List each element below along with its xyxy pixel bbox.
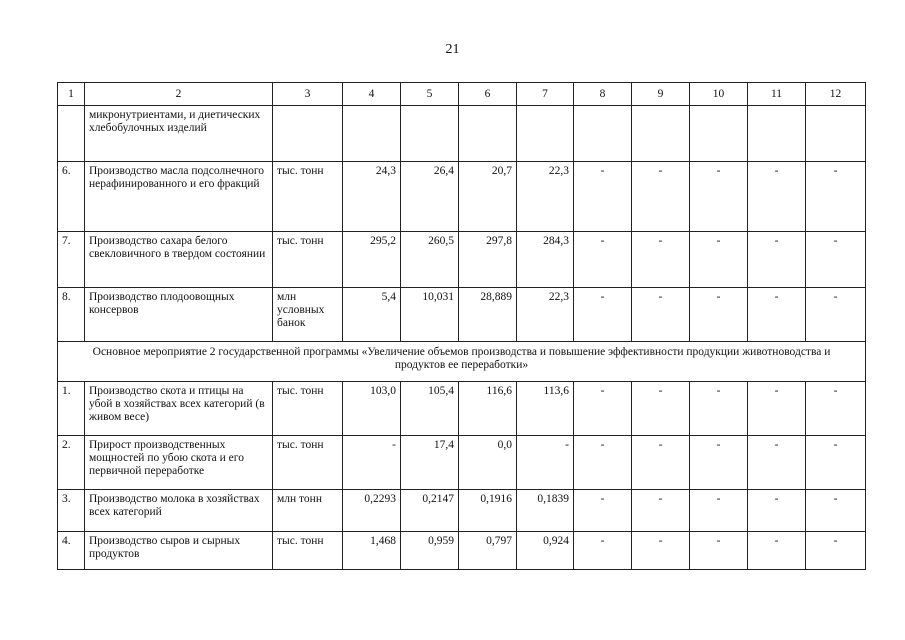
page-number: 21	[445, 42, 460, 57]
value-cell: 0,0	[459, 436, 517, 490]
dash-cell: -	[806, 288, 866, 342]
value-cell: 0,924	[517, 532, 574, 570]
dash-cell: -	[690, 288, 748, 342]
value-cell: 24,3	[343, 162, 401, 232]
value-cell: 28,889	[459, 288, 517, 342]
dash-cell: -	[632, 532, 690, 570]
dash-cell: -	[748, 436, 806, 490]
dash-cell: -	[632, 162, 690, 232]
indicator-name: Производство плодоовощных консервов	[85, 288, 273, 342]
dash-cell: -	[806, 490, 866, 532]
dash-cell: -	[690, 490, 748, 532]
column-header: 4	[343, 83, 401, 106]
table-row	[58, 162, 866, 232]
dash-cell: -	[806, 436, 866, 490]
value-cell	[459, 106, 517, 162]
dash-cell: -	[748, 382, 806, 436]
indicator-name: Производство сахара белого свекловичного в твердом состоянии	[85, 232, 273, 288]
dash-cell: -	[574, 288, 632, 342]
table-row	[58, 436, 866, 490]
value-cell	[517, 106, 574, 162]
value-cell: 1,468	[343, 532, 401, 570]
value-cell: 20,7	[459, 162, 517, 232]
value-cell: 0,959	[401, 532, 459, 570]
value-cell: 295,2	[343, 232, 401, 288]
column-header: 1	[58, 83, 85, 106]
value-cell: -	[343, 436, 401, 490]
column-header: 7	[517, 83, 574, 106]
value-cell: 0,2147	[401, 490, 459, 532]
row-number: 1.	[58, 382, 85, 436]
value-cell: 0,1916	[459, 490, 517, 532]
dash-cell: -	[748, 490, 806, 532]
unit-cell: тыс. тонн	[273, 532, 343, 570]
row-number: 8.	[58, 288, 85, 342]
dash-cell: -	[806, 232, 866, 288]
indicator-name: Производство скота и птицы на убой в хозяйствах всех категорий (в живом весе)	[85, 382, 273, 436]
dash-cell: -	[690, 382, 748, 436]
row-number: 2.	[58, 436, 85, 490]
value-cell: 116,6	[459, 382, 517, 436]
dash-cell: -	[690, 232, 748, 288]
value-cell: 5,4	[343, 288, 401, 342]
column-header: 11	[748, 83, 806, 106]
value-cell: 105,4	[401, 382, 459, 436]
column-header: 9	[632, 83, 690, 106]
value-cell: 284,3	[517, 232, 574, 288]
indicator-name: Производство сыров и сырных продуктов	[85, 532, 273, 570]
value-cell: 0,2293	[343, 490, 401, 532]
dash-cell: -	[632, 232, 690, 288]
unit-cell: млн условных банок	[273, 288, 343, 342]
indicator-name: микронутриентами, и диетических хлебобулочных изделий	[85, 106, 273, 162]
dash-cell: -	[632, 436, 690, 490]
unit-cell: тыс. тонн	[273, 436, 343, 490]
indicator-name: Прирост производственных мощностей по убою скота и его первичной переработке	[85, 436, 273, 490]
table-header-row	[58, 83, 866, 106]
value-cell: 22,3	[517, 162, 574, 232]
dash-cell	[690, 106, 748, 162]
column-header: 10	[690, 83, 748, 106]
row-number	[58, 106, 85, 162]
value-cell: 0,797	[459, 532, 517, 570]
dash-cell: -	[690, 436, 748, 490]
table-row	[58, 232, 866, 288]
table-row	[58, 288, 866, 342]
dash-cell: -	[574, 436, 632, 490]
value-cell: 260,5	[401, 232, 459, 288]
dash-cell: -	[748, 162, 806, 232]
value-cell	[343, 106, 401, 162]
value-cell: -	[517, 436, 574, 490]
column-header: 5	[401, 83, 459, 106]
indicators-table	[57, 82, 866, 570]
unit-cell: млн тонн	[273, 490, 343, 532]
table-row	[58, 106, 866, 162]
table-row	[58, 532, 866, 570]
indicator-name: Производство молока в хозяйствах всех категорий	[85, 490, 273, 532]
dash-cell: -	[632, 288, 690, 342]
unit-cell: тыс. тонн	[273, 382, 343, 436]
dash-cell: -	[690, 532, 748, 570]
column-header: 6	[459, 83, 517, 106]
table-row	[58, 382, 866, 436]
dash-cell: -	[574, 382, 632, 436]
indicator-name: Производство масла подсолнечного нерафинированного и его фракций	[85, 162, 273, 232]
unit-cell: тыс. тонн	[273, 232, 343, 288]
dash-cell: -	[806, 162, 866, 232]
section-heading-row	[58, 342, 866, 382]
row-number: 6.	[58, 162, 85, 232]
dash-cell: -	[632, 490, 690, 532]
value-cell: 103,0	[343, 382, 401, 436]
value-cell: 22,3	[517, 288, 574, 342]
dash-cell: -	[806, 382, 866, 436]
value-cell: 26,4	[401, 162, 459, 232]
row-number: 7.	[58, 232, 85, 288]
dash-cell: -	[632, 382, 690, 436]
row-number: 4.	[58, 532, 85, 570]
dash-cell: -	[748, 288, 806, 342]
row-number: 3.	[58, 490, 85, 532]
dash-cell: -	[690, 162, 748, 232]
dash-cell	[806, 106, 866, 162]
dash-cell	[632, 106, 690, 162]
column-header: 3	[273, 83, 343, 106]
table-row	[58, 490, 866, 532]
column-header: 8	[574, 83, 632, 106]
value-cell: 17,4	[401, 436, 459, 490]
value-cell: 0,1839	[517, 490, 574, 532]
value-cell: 297,8	[459, 232, 517, 288]
dash-cell: -	[748, 532, 806, 570]
dash-cell: -	[574, 232, 632, 288]
dash-cell: -	[748, 232, 806, 288]
dash-cell: -	[574, 162, 632, 232]
dash-cell: -	[806, 532, 866, 570]
value-cell: 10,031	[401, 288, 459, 342]
dash-cell	[748, 106, 806, 162]
value-cell	[401, 106, 459, 162]
dash-cell: -	[574, 490, 632, 532]
unit-cell: тыс. тонн	[273, 162, 343, 232]
section-heading: Основное мероприятие 2 государственной программы «Увеличение объемов производства и повышение эффективности продукции животноводства и продуктов ее переработки»	[58, 342, 866, 382]
value-cell: 113,6	[517, 382, 574, 436]
dash-cell: -	[574, 532, 632, 570]
dash-cell	[574, 106, 632, 162]
column-header: 2	[85, 83, 273, 106]
unit-cell	[273, 106, 343, 162]
column-header: 12	[806, 83, 866, 106]
